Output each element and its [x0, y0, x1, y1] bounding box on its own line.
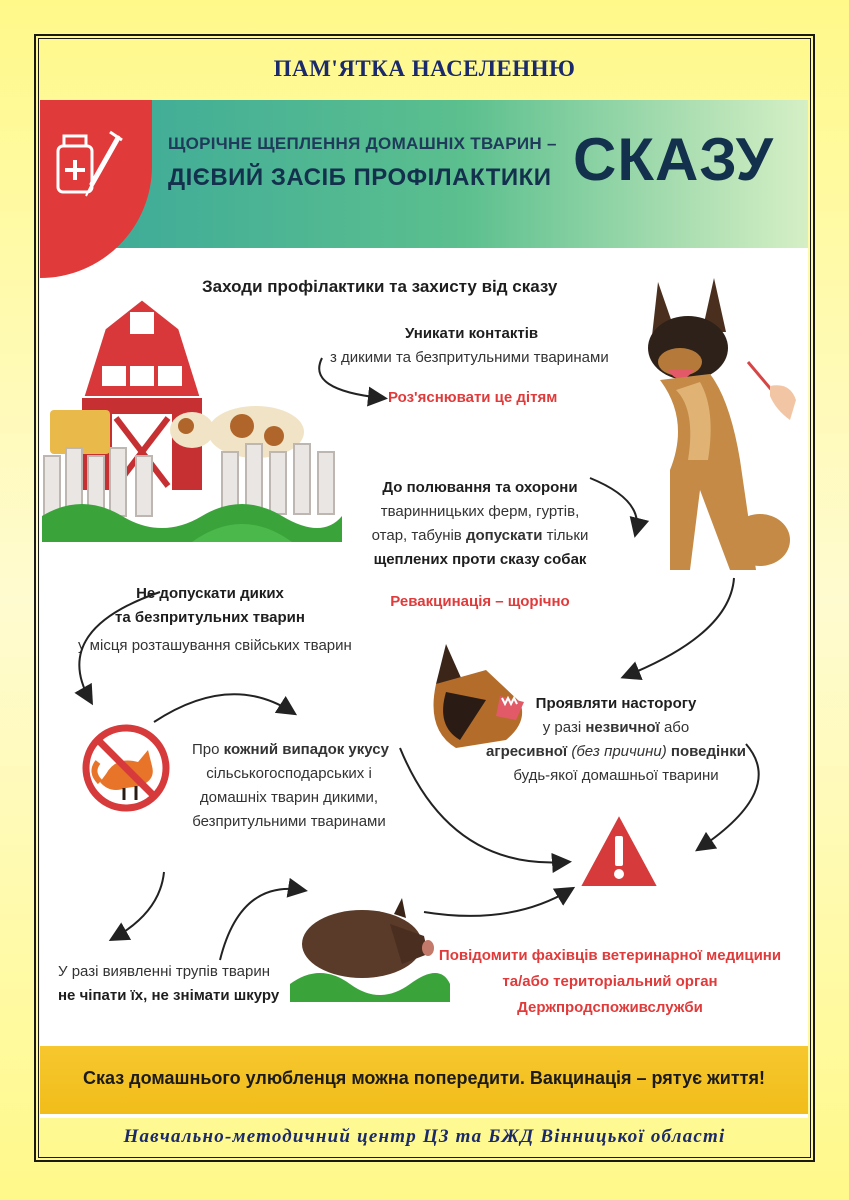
bite-line-3: домашніх тварин дикими, [199, 789, 379, 806]
wild-line-2: та безпритульних тварин [115, 609, 305, 626]
bite-line-1-b: кожний випадок укусу [223, 741, 389, 758]
bite-line-2: сільськогосподарських і [206, 765, 372, 782]
hunting-red: Ревакцинація – щорічно [390, 593, 570, 610]
hunting-line-3-b: допускати [465, 527, 543, 544]
hunting-line-4: щеплених проти сказу собак [373, 551, 587, 568]
report-line-2: та/або територіальний орган [502, 973, 718, 990]
report-line-1: Повідомити фахівців ветеринарної медицини [438, 947, 782, 964]
flow-arrows [40, 100, 808, 1046]
caution-line-2-b: незвичної [585, 719, 660, 736]
caution-line-2-c: або [659, 719, 690, 736]
bite-line-1-a: Про [192, 741, 224, 758]
caution-line-4: будь-якої домашньої тварини [513, 767, 719, 784]
banner-big-word: СКАЗУ [573, 126, 774, 193]
contacts-text: з дикими та безпритульними тваринами [330, 349, 609, 366]
report-line-3: Держпродспоживслужби [517, 999, 703, 1016]
hunting-line-3-a: отар, табунів [371, 527, 466, 544]
contacts-red: Роз'яснювати це дітям [388, 389, 558, 406]
section-title: Заходи профілактики та захисту від сказу [202, 277, 558, 296]
caution-line-2-a: у разі [542, 719, 586, 736]
bottom-bar [40, 1046, 808, 1114]
poster [40, 100, 808, 1118]
bite-line-4: безпритульними тваринами [192, 813, 386, 830]
hunting-line-1: До полювання та охорони [382, 479, 578, 496]
bottom-slogan: Сказ домашнього улюбленця можна попередити. Вакцинація – рятує життя! [83, 1068, 765, 1088]
banner-line-1: ЩОРІЧНЕ ЩЕПЛЕННЯ ДОМАШНІХ ТВАРИН – [168, 134, 557, 153]
hunting-line-2: тваринницьких ферм, гуртів, [380, 503, 580, 520]
memo-title: ПАМ'ЯТКА НАСЕЛЕННЮ [273, 56, 576, 81]
caution-line-1: Проявляти насторогу [535, 695, 697, 712]
footer-credit: Навчально-методичний центр ЦЗ та БЖД Вінницької області [123, 1126, 726, 1147]
corpses-line-1: У разі виявленні трупів тварин [58, 963, 270, 980]
hunting-line-3-c: тільки [542, 527, 589, 544]
caution-line-3-c: поведінки [666, 743, 746, 760]
caution-line-3-b: (без причини) [571, 743, 667, 760]
wild-line-3: у місця розташування свійських тварин [78, 637, 352, 654]
caution-line-3-a: агресивної [486, 743, 572, 760]
corpses-line-2: не чіпати їх, не знімати шкуру [58, 987, 280, 1004]
wild-line-1: Не допускати диких [136, 585, 284, 602]
contacts-title: Уникати контактів [405, 325, 539, 342]
banner-line-2: ДІЄВИЙ ЗАСІБ ПРОФІЛАКТИКИ [168, 164, 552, 191]
